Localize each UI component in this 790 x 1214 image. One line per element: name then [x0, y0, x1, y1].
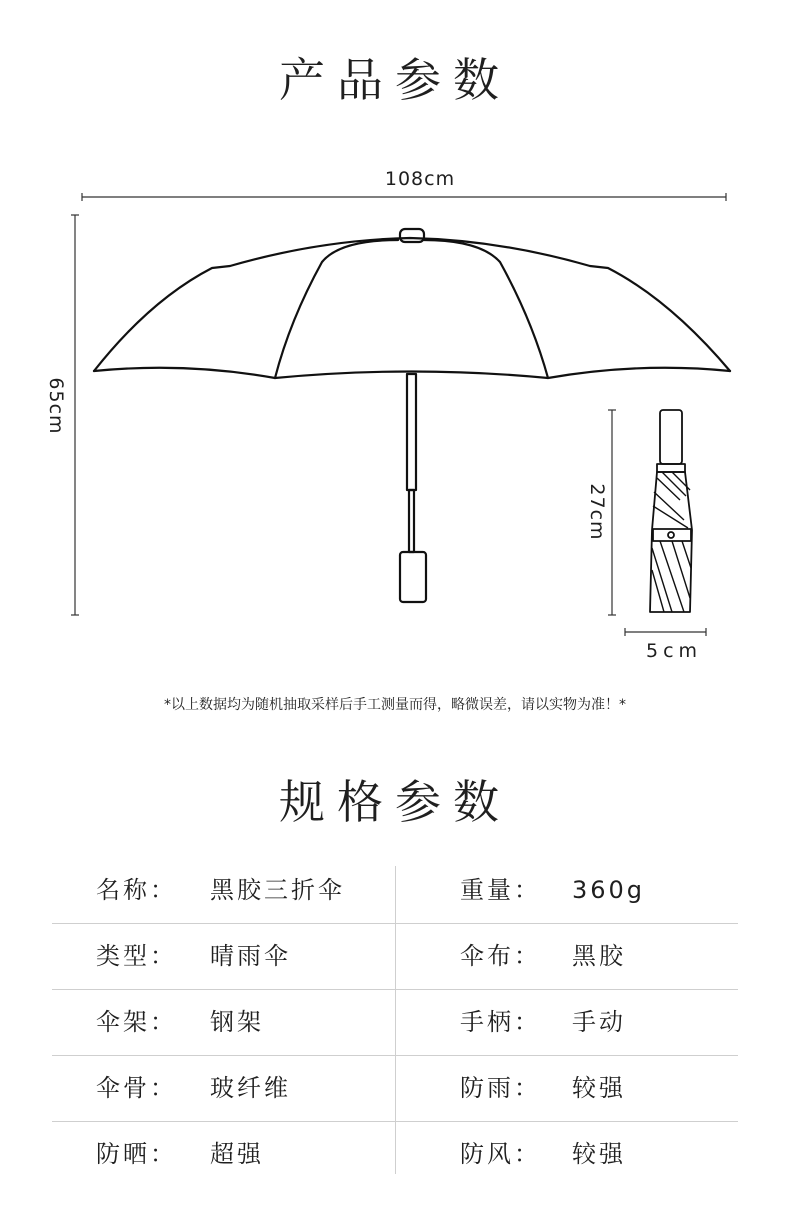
spec-label: 伞骨：	[96, 1074, 177, 1102]
spec-row	[52, 1056, 738, 1122]
spec-row	[52, 1122, 738, 1187]
spec-label: 手柄：	[460, 1008, 541, 1036]
spec-row	[52, 858, 738, 924]
spec-value: 手动	[572, 1008, 626, 1036]
spec-row	[52, 990, 738, 1056]
spec-table	[52, 858, 738, 1187]
width-dimension-line	[82, 193, 726, 201]
folded-width-label: 5cm	[646, 640, 703, 662]
spec-label: 伞架：	[96, 1008, 177, 1036]
product-params-title: 产品参数	[279, 53, 511, 107]
folded-umbrella-icon	[650, 410, 692, 612]
spec-value: 黑胶三折伞	[210, 876, 345, 904]
folded-length-label: 27cm	[586, 483, 608, 541]
open-height-label: 65cm	[45, 377, 67, 435]
measurement-note: *以上数据均为随机抽取采样后手工测量而得，略微误差，请以实物为准！*	[164, 697, 626, 713]
spec-value: 超强	[210, 1140, 264, 1168]
spec-row	[52, 924, 738, 990]
spec-value: 360g	[572, 876, 646, 904]
spec-value: 玻纤维	[210, 1074, 291, 1102]
spec-label: 防风：	[460, 1140, 541, 1168]
spec-value: 晴雨伞	[210, 942, 291, 970]
spec-label: 防雨：	[460, 1074, 541, 1102]
spec-label: 防晒：	[96, 1140, 177, 1168]
spec-value: 钢架	[210, 1008, 264, 1036]
spec-value: 黑胶	[572, 942, 626, 970]
folded-width-dimension-line	[625, 628, 706, 636]
open-umbrella-icon	[94, 229, 730, 602]
spec-label: 名称：	[96, 876, 177, 904]
spec-label: 类型：	[96, 942, 177, 970]
spec-label: 伞布：	[460, 942, 541, 970]
spec-params-title: 规格参数	[279, 775, 511, 829]
height-dimension-line	[71, 215, 79, 615]
open-width-label: 108cm	[384, 168, 456, 190]
spec-value: 较强	[572, 1074, 626, 1102]
spec-label: 重量：	[460, 876, 541, 904]
folded-length-dimension-line	[608, 410, 616, 615]
spec-value: 较强	[572, 1140, 626, 1168]
